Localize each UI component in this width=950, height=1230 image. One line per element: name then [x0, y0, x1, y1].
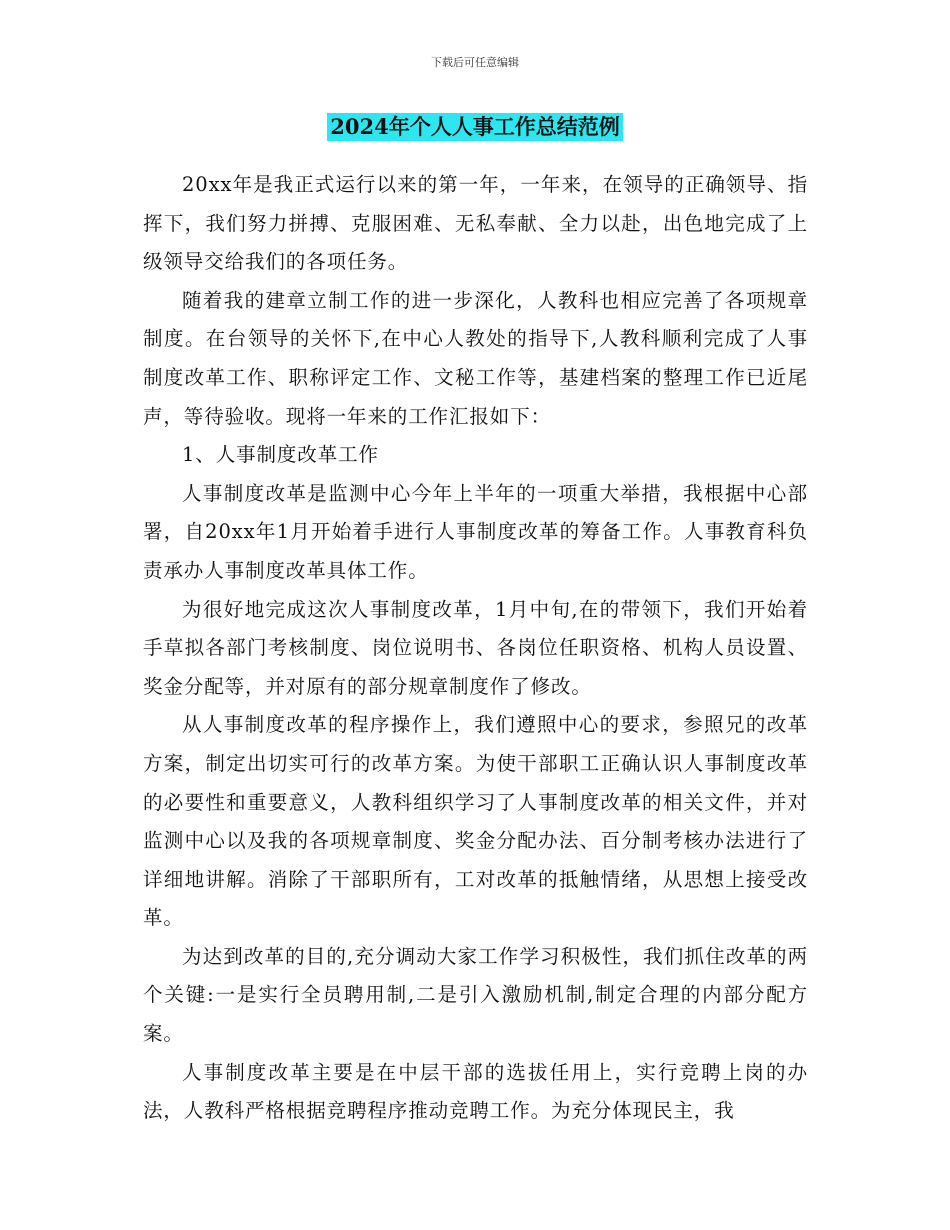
document-title: 2024年个人人事工作总结范例 — [327, 113, 622, 141]
paragraph: 人事制度改革是监测中心今年上半年的一项重大举措，我根据中心部署，自20xx年1月开始着手进行人事制度改革的筹备工作。人事教育科负责承办人事制度改革具体工作。 — [143, 481, 808, 582]
paragraph: 随着我的建章立制工作的进一步深化，人教科也相应完善了各项规章制度。在台领导的关怀下,在中心人教处的指导下,人教科顺利完成了人事制度改革工作、职称评定工作、文秘工作等，基建档案的整理工作已近尾声，等待验收。现将一年来的工作汇报如下： — [143, 288, 808, 428]
section-heading: 1、人事制度改革工作 — [182, 443, 379, 467]
paragraph: 从人事制度改革的程序操作上，我们遵照中心的要求，参照兄的改革方案，制定出切实可行的改革方案。为使干部职工正确认识人事制度改革的必要性和重要意义，人教科组织学习了人事制度改革的相关文件，并对监测中心以及我的各项规章制度、奖金分配办法、百分制考核办法进行了详细地讲解。消除了干部职所有，工对改革的抵触情绪，从思想上接受改革。 — [143, 713, 808, 930]
paragraph: 为很好地完成这次人事制度改革，1月中旬,在的带领下，我们开始着手草拟各部门考核制度、岗位说明书、各岗位任职资格、机构人员设置、奖金分配等，并对原有的部分规章制度作了修改。 — [143, 597, 808, 698]
paragraph: 人事制度改革主要是在中层干部的选拔任用上，实行竞聘上岗的办法，人教科严格根据竞聘程序推动竞聘工作。为充分体现民主，我 — [143, 1060, 808, 1123]
page-header-note: 下载后可任意编辑 — [431, 56, 519, 69]
paragraph: 20xx年是我正式运行以来的第一年，一年来，在领导的正确领导、指挥下，我们努力拼搏、克服困难、无私奉献、全力以赴，出色地完成了上级领导交给我们的各项任务。 — [143, 173, 808, 274]
paragraph: 为达到改革的目的,充分调动大家工作学习积极性，我们抓住改革的两个关键:一是实行全员聘用制,二是引入激励机制,制定合理的内部分配方案。 — [143, 944, 808, 1046]
title-container — [0, 113, 950, 141]
document-body — [143, 166, 808, 1131]
